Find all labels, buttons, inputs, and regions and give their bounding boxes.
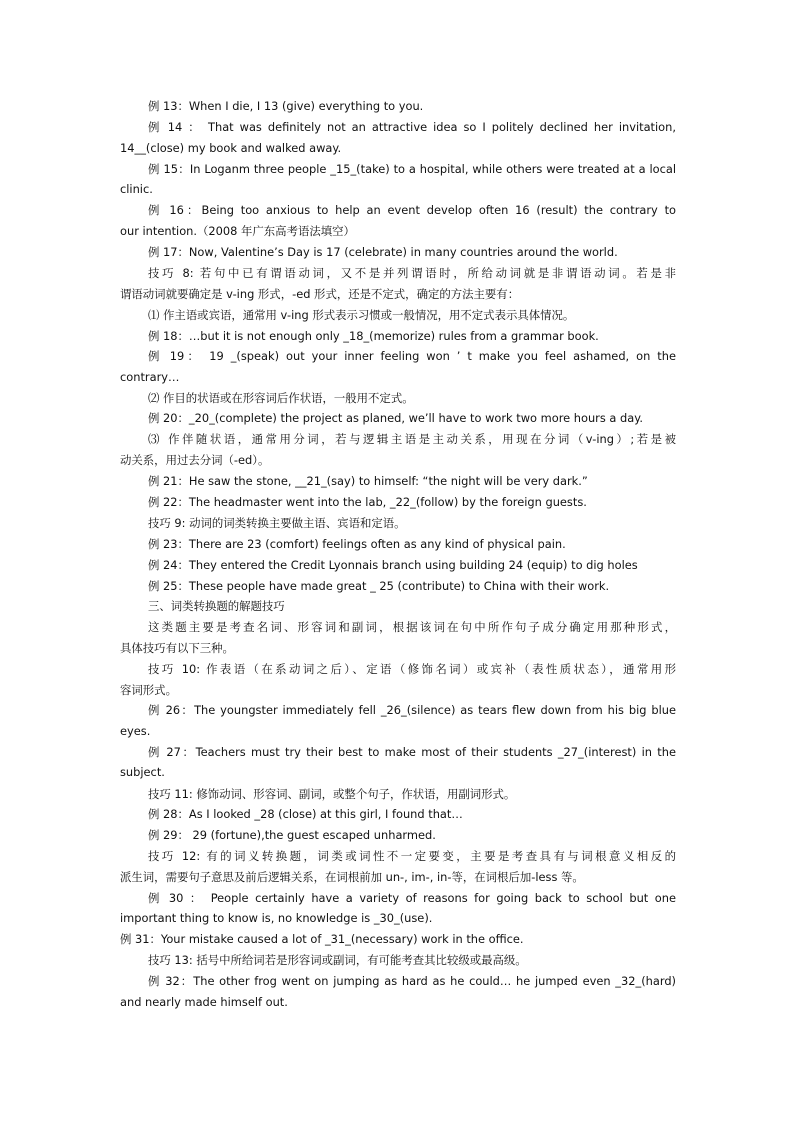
section-heading: 三、词类转换题的解题技巧 [148, 599, 285, 613]
text-line: clinic. [120, 182, 153, 196]
text-line: 例 20：_20_(complete) the project as planed, we’ll have to work two more hours a day. [148, 411, 643, 425]
text-line: ⑵ 作目的状语或在形容词后作状语，一般用不定式。 [148, 391, 414, 405]
text-line: 例 22：The headmaster went into the lab, _22_(follow) by the foreign guests. [148, 495, 587, 509]
text-line: 例 24：They entered the Credit Lyonnais branch using building 24 (equip) to dig holes [148, 558, 638, 572]
text-line: 例 21：He saw the stone, __21_(say) to himself: “the night will be very dark.” [148, 474, 588, 488]
text-line: 具体技巧有以下三种。 [120, 641, 234, 655]
text-line: 例 23：There are 23 (comfort) feelings often as any kind of physical pain. [148, 537, 566, 551]
text-line: 例 18：…but it is not enough only _18_(memorize) rules from a grammar book. [148, 329, 599, 343]
text-line: 例 29： 29 (fortune),the guest escaped unharmed. [148, 828, 436, 842]
text-line: 例 17：Now, Valentine’s Day is 17 (celebrate) in many countries around the world. [148, 245, 618, 259]
text-line: 例 28：As I looked _28 (close) at this girl, I found that… [148, 807, 463, 821]
text-line: 例 13：When I die, I 13 (give) everything to you. [148, 99, 424, 113]
text-line: ⑴ 作主语或宾语，通常用 v-ing 形式表示习惯或一般情况，用不定式表示具体情况。 [148, 308, 575, 322]
text-line: and nearly made himself out. [120, 995, 288, 1009]
text-line: 例 27：Teachers must try their best to make most of their students _27_(interest) in the [148, 745, 676, 759]
text-line: 例 19： 19 _(speak) out your inner feeling won ’ t make you feel ashamed, on the [148, 349, 676, 363]
text-line: 技巧 13: 括号中所给词若是形容词或副词，有可能考查其比较级或最高级。 [148, 953, 527, 967]
text-line: 谓语动词就要确定是 v-ing 形式，-ed 形式，还是不定式，确定的方法主要有： [120, 287, 520, 301]
text-line: 例 31：Your mistake caused a lot of _31_(necessary) work in the office. [120, 932, 524, 946]
text-line: 技巧 12: 有的词义转换题，词类或词性不一定要变，主要是考查具有与词根意义相反的 [148, 849, 676, 863]
text-line: ⑶ 作伴随状语，通常用分词，若与逻辑主语是主动关系，用现在分词（v-ing）;若是被 [148, 432, 676, 446]
text-line: 动关系，用过去分词（-ed）。 [120, 453, 270, 467]
text-line: 例 32：The other frog went on jumping as hard as he could… he jumped even _32_(hard) [148, 974, 676, 988]
text-line: 技巧 9: 动词的词类转换主要做主语、宾语和定语。 [148, 516, 406, 530]
text-line: 例 25：These people have made great _ 25 (contribute) to China with their work. [148, 579, 610, 593]
text-line: eyes. [120, 724, 151, 738]
text-line: 容词形式。 [120, 683, 177, 697]
text-line: subject. [120, 765, 165, 779]
text-line: 例 16：Being too anxious to help an event develop often 16 (result) the contrary to [148, 203, 676, 217]
text-line: important thing to know is, no knowledge is _30_(use). [120, 911, 433, 925]
text-line: 例 15：In Loganm three people _15_(take) to a hospital, while others were treated at a local [148, 162, 676, 176]
text-line: contrary… [120, 370, 180, 384]
text-line: our intention.（2008 年广东高考语法填空） [120, 224, 355, 238]
text-line: 例 14 ： That was definitely not an attractive idea so I politely declined her invitation, [148, 120, 676, 134]
text-line: 技巧 10: 作表语（在系动词之后）、定语（修饰名词）或宾补（表性质状态），通常用形 [148, 662, 676, 676]
text-line: 技巧 8: 若句中已有谓语动词，又不是并列谓语时，所给动词就是非谓语动词。若是非 [148, 266, 676, 280]
text-line: 技巧 11: 修饰动词、形容词、副词，或整个句子，作状语，用副词形式。 [148, 787, 516, 801]
text-line: 14__(close) my book and walked away. [120, 141, 342, 155]
text-line: 这类题主要是考查名词、形容词和副词，根据该词在句中所作句子成分确定用那种形式， [148, 620, 676, 634]
text-line: 例 30 ： People certainly have a variety of reasons for going back to school but one [148, 891, 676, 905]
text-line: 派生词，需要句子意思及前后逻辑关系，在词根前加 un-, im-, in-等，在词根后加-less 等。 [120, 870, 584, 884]
text-line: 例 26：The youngster immediately fell _26_(silence) as tears flew down from his big blue [148, 703, 676, 717]
